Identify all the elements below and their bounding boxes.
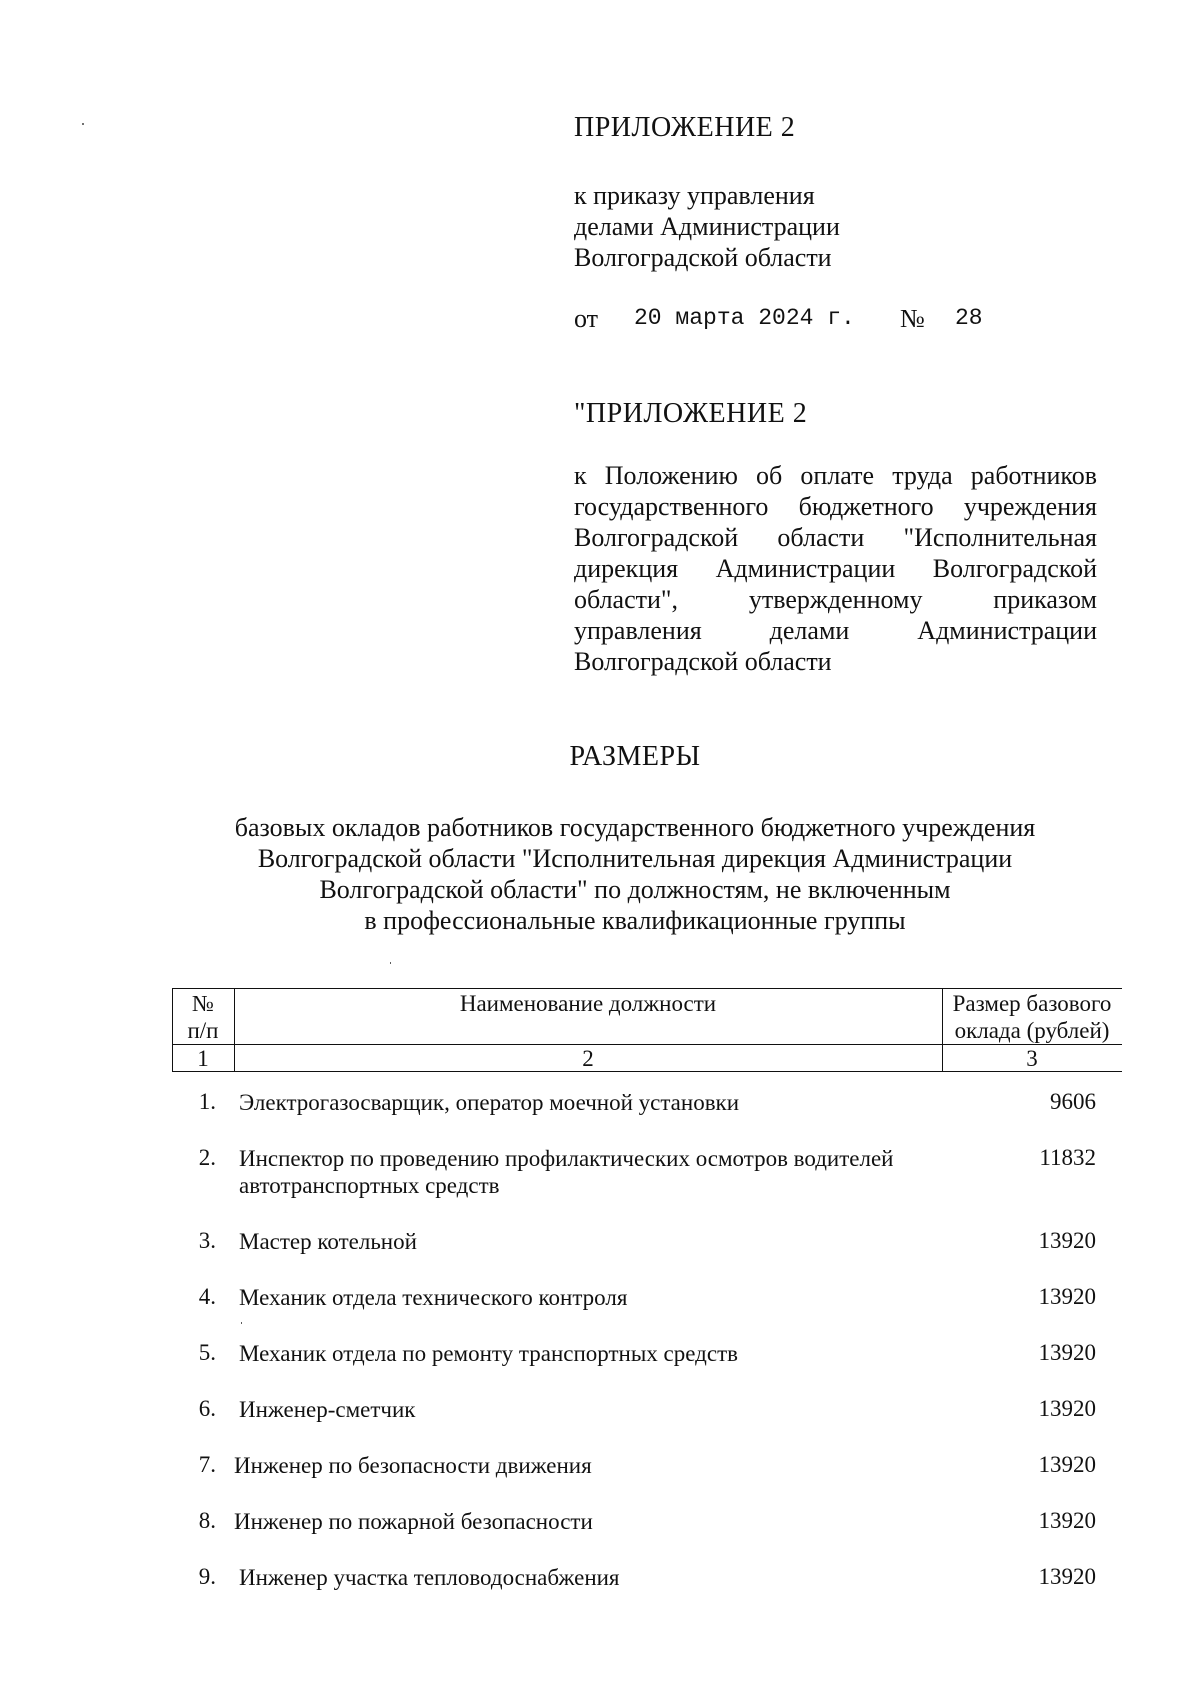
number-sign: № — [900, 304, 925, 333]
base-salary: 13920 — [1038, 1228, 1096, 1253]
row-number: 7. — [198, 1452, 216, 1477]
base-salary: 13920 — [1038, 1340, 1096, 1365]
regulation-reference — [574, 460, 1097, 677]
row-number: 6. — [198, 1396, 216, 1421]
subheading-line-1: базовых окладов работников государственного бюджетного учреждения — [234, 813, 1036, 842]
position-name: Мастер котельной — [239, 1229, 417, 1254]
header-salary-line2: оклада (рублей) — [954, 1018, 1110, 1043]
regulation-line-3: Волгоградской области "Исполнительная — [574, 523, 1097, 552]
subheading-line-3: Волгоградской области" по должностям, не включенным — [319, 875, 951, 904]
position-name: Инженер по безопасности движения — [234, 1453, 592, 1478]
column-number-2: 2 — [582, 1046, 594, 1071]
order-line-3: Волгоградской области — [574, 243, 832, 272]
row-number: 9. — [198, 1564, 216, 1589]
base-salary: 13920 — [1038, 1452, 1096, 1477]
order-line-1: к приказу управления — [574, 181, 815, 210]
order-line-2: делами Администрации — [574, 212, 840, 241]
header-num-line1: № — [192, 991, 214, 1016]
regulation-line-2: государственного бюджетного учреждения — [574, 492, 1097, 521]
base-salary: 11832 — [1039, 1145, 1096, 1170]
column-number-1: 1 — [197, 1046, 209, 1071]
date-value: 20 марта 2024 г. — [634, 305, 855, 331]
regulation-line-4: дирекция Администрации Волгоградской — [574, 554, 1097, 583]
base-salary: 13920 — [1038, 1396, 1096, 1421]
row-number: 2. — [198, 1145, 216, 1170]
subheading-line-4: в профессиональные квалификационные группы — [364, 906, 906, 935]
document-heading: РАЗМЕРЫ — [569, 741, 701, 772]
position-name: Инженер участка тепловодоснабжения — [239, 1565, 620, 1590]
position-name: Механик отдела технического контроля — [239, 1285, 628, 1310]
base-salary: 13920 — [1038, 1508, 1096, 1533]
scan-speck — [390, 962, 391, 964]
row-number: 3. — [198, 1228, 216, 1253]
date-prefix: от — [574, 304, 599, 333]
position-name: Инженер по пожарной безопасности — [234, 1509, 593, 1534]
position-name: Механик отдела по ремонту транспортных средств — [239, 1341, 738, 1366]
regulation-line-6: управления делами Администрации — [574, 616, 1097, 645]
header-salary-line1: Размер базового — [952, 991, 1112, 1016]
position-name: Инспектор по проведению профилактических осмотров водителей автотранспортных средств — [239, 1146, 894, 1198]
table-rule-top — [172, 988, 1122, 989]
subheading-line-2: Волгоградской области "Исполнительная дирекция Администрации — [257, 844, 1013, 873]
header-num-line2: п/п — [187, 1018, 219, 1043]
number-value: 28 — [955, 305, 983, 331]
position-name: Электрогазосварщик, оператор моечной установки — [239, 1090, 740, 1115]
row-number: 1. — [198, 1089, 216, 1114]
column-number-3: 3 — [1026, 1046, 1038, 1071]
scan-speck — [241, 1322, 242, 1324]
base-salary: 13920 — [1038, 1284, 1096, 1309]
row-number: 4. — [198, 1284, 216, 1309]
quoted-appendix-title: "ПРИЛОЖЕНИЕ 2 — [574, 398, 808, 429]
position-name: Инженер-сметчик — [239, 1397, 416, 1422]
regulation-line-5: области", утвержденному приказом — [574, 585, 1097, 614]
row-number: 5. — [198, 1340, 216, 1365]
regulation-line-1: к Положению об оплате труда работников — [574, 461, 1097, 490]
scan-speck — [82, 123, 84, 125]
base-salary: 13920 — [1038, 1564, 1096, 1589]
regulation-line-7: Волгоградской области — [574, 647, 832, 676]
row-number: 8. — [198, 1508, 216, 1533]
table-header — [172, 988, 1122, 1073]
header-position-name: Наименование должности — [459, 991, 717, 1016]
document-subheading — [0, 812, 1200, 936]
appendix-title: ПРИЛОЖЕНИЕ 2 — [574, 112, 796, 143]
base-salary: 9606 — [1050, 1089, 1096, 1114]
